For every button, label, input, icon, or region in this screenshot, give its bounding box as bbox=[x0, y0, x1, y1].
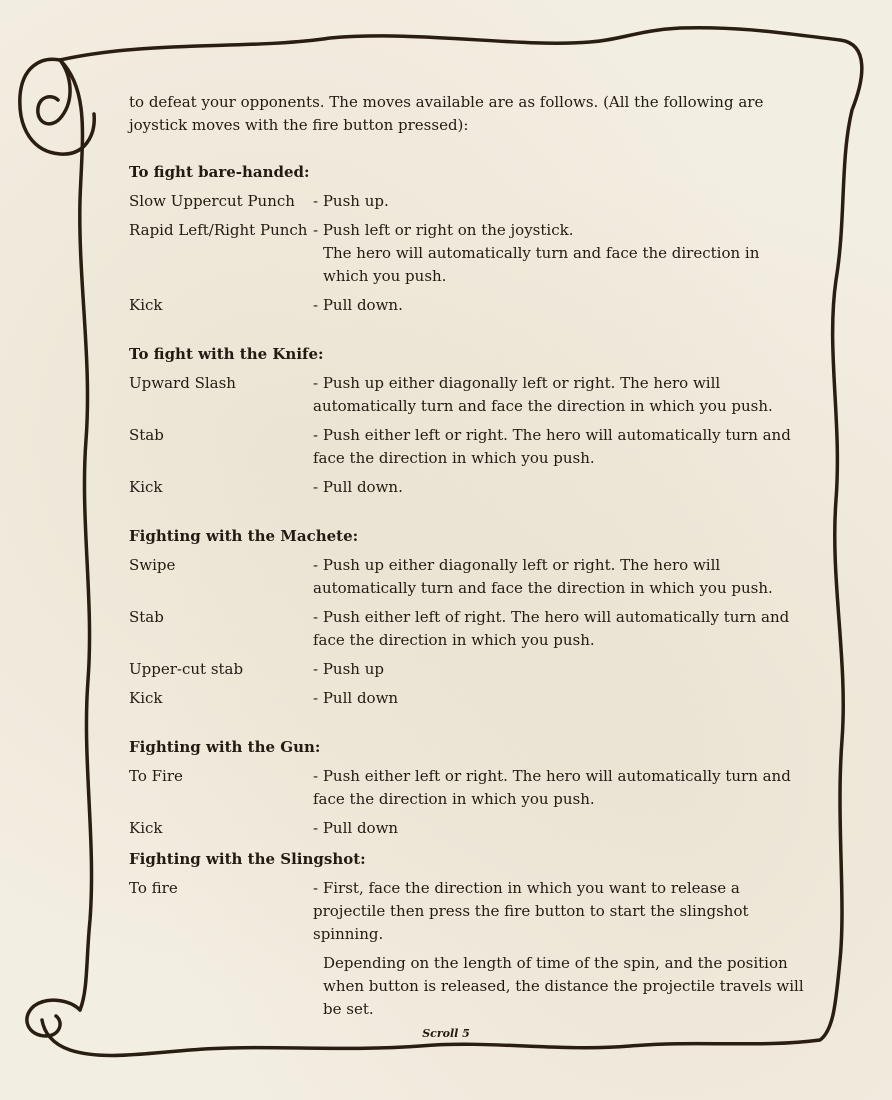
move-name: Stab bbox=[129, 608, 164, 626]
section-title: To fight with the Knife: bbox=[129, 345, 324, 363]
section-gun bbox=[129, 736, 809, 840]
page-content bbox=[129, 91, 809, 1047]
section-title: Fighting with the Slingshot: bbox=[129, 850, 366, 868]
move-description: - First, face the direction in which you want to release a projectile then press the fire button to start the slingshot spinning. Depending on the length of time of the spin, and the position when button is released, the distance the projectile travels will be set. bbox=[313, 879, 804, 1018]
move-row bbox=[129, 554, 809, 600]
move-name: Upward Slash bbox=[129, 374, 236, 392]
move-row bbox=[129, 294, 809, 317]
move-description: - Push up either diagonally left or right. The hero will automatically turn and face the direction in which you push. bbox=[313, 556, 773, 597]
page-footer: Scroll 5 bbox=[422, 1027, 470, 1040]
section-machete bbox=[129, 525, 809, 710]
move-name: Rapid Left/Right Punch bbox=[129, 221, 308, 239]
move-row bbox=[129, 687, 809, 710]
move-name: Kick bbox=[129, 819, 163, 837]
move-row bbox=[129, 877, 809, 1021]
section-title: Fighting with the Gun: bbox=[129, 738, 321, 756]
move-description: - Push either left of right. The hero will automatically turn and face the direction in which you push. bbox=[313, 608, 790, 649]
move-name: Slow Uppercut Punch bbox=[129, 192, 295, 210]
move-name: Kick bbox=[129, 296, 163, 314]
move-row bbox=[129, 190, 809, 213]
section-bare-handed bbox=[129, 161, 809, 317]
move-name: To fire bbox=[129, 879, 178, 897]
move-row bbox=[129, 476, 809, 499]
move-row bbox=[129, 765, 809, 811]
move-description: - Push up. bbox=[313, 192, 389, 210]
move-name: Kick bbox=[129, 689, 163, 707]
section-title: Fighting with the Machete: bbox=[129, 527, 359, 545]
section-knife bbox=[129, 343, 809, 499]
move-row bbox=[129, 658, 809, 681]
intro-paragraph: to defeat your opponents. The moves available are as follows. (All the following are joystick moves with the fire button pressed): bbox=[129, 93, 764, 134]
move-name: Stab bbox=[129, 426, 164, 444]
move-name: Upper-cut stab bbox=[129, 660, 244, 678]
move-description: - Pull down. bbox=[313, 296, 403, 314]
move-row bbox=[129, 424, 809, 470]
move-row bbox=[129, 817, 809, 840]
move-name: Swipe bbox=[129, 556, 176, 574]
move-description: - Pull down bbox=[313, 819, 399, 837]
move-row bbox=[129, 606, 809, 652]
move-name: To Fire bbox=[129, 767, 183, 785]
section-slingshot bbox=[129, 848, 809, 1021]
move-description: - Push up bbox=[313, 660, 384, 678]
move-description: - Push either left or right. The hero will automatically turn and face the direction in which you push. bbox=[313, 767, 791, 808]
section-title: To fight bare-handed: bbox=[129, 163, 310, 181]
move-description: - Push up either diagonally left or right. The hero will automatically turn and face the direction in which you push. bbox=[313, 374, 773, 415]
move-row bbox=[129, 372, 809, 418]
move-description: - Pull down bbox=[313, 689, 399, 707]
move-row bbox=[129, 219, 809, 288]
move-description: - Push either left or right. The hero will automatically turn and face the direction in which you push. bbox=[313, 426, 791, 467]
move-name: Kick bbox=[129, 478, 163, 496]
move-description: - Pull down. bbox=[313, 478, 403, 496]
move-description: - Push left or right on the joystick. The hero will automatically turn and face the direction in which you push. bbox=[313, 221, 760, 285]
